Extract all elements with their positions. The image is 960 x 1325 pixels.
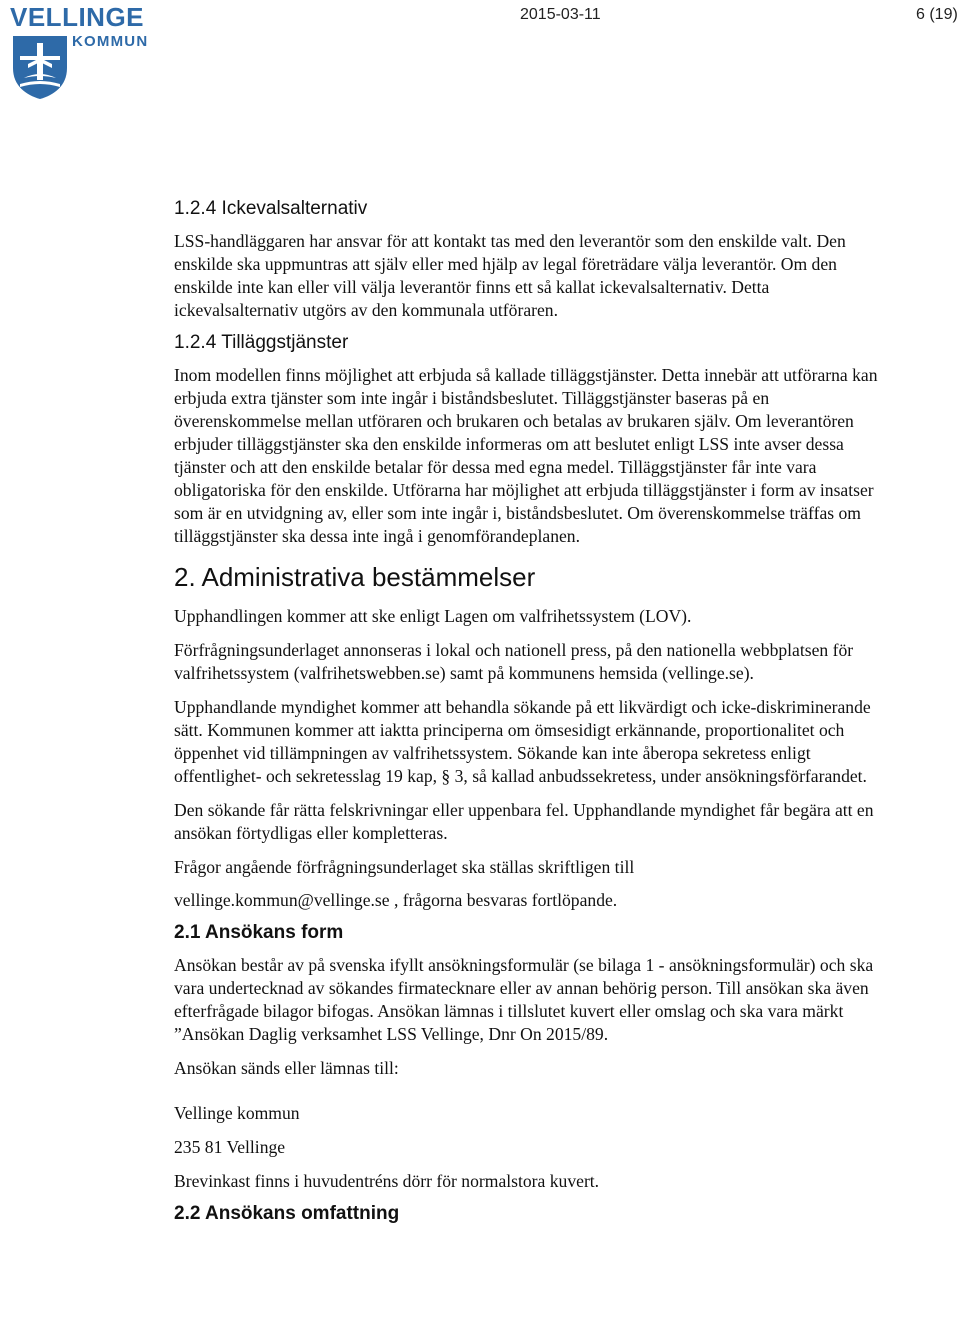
paragraph-rattelser: Den sökande får rätta felskrivningar eller uppenbara fel. Upphandlande myndighet får begära att en ansökan förtydligas eller kompletteras. — [174, 800, 874, 843]
vellinge-logo — [8, 2, 166, 100]
logo-sub: KOMMUN — [72, 33, 149, 50]
paragraph-likvardig-behandling: Upphandlande myndighet kommer att behandla sökande på ett likvärdigt och icke-diskriminerande sätt. Kommunen kommer att iaktta principerna om ömsesidigt erkännande, proportionalitet och öppenhet vid tillämpningen av valfrihetssystem. Sökande kan inte åberopa sekretess enligt offentlighet- och sekretesslag 19 kap, § 3, så kallad anbudssekretess, under ansökningsförfarandet. — [174, 697, 871, 786]
heading-administrativa-bestammelser: 2. Administrativa bestämmelser — [174, 562, 536, 592]
paragraph-ansokan: Ansökan består av på svenska ifyllt ansökningsformulär (se bilaga 1 - ansökningsformulär) och ska vara undertecknad av sökandes firmatecknare eller av annan behörig person. Till ansökan ska även efterfrågade bilagor bifogas. Ansökan lämnas i tillslutet kuvert eller omslag och ska vara märkt ”Ansökan Daglig verksamhet LSS Vellinge, Dnr On 2015/89. — [174, 955, 874, 1044]
document-body — [174, 198, 894, 1225]
heading-tillaggstjanster: 1.2.4 Tilläggstjänster — [174, 332, 349, 353]
coat-of-arms-icon — [10, 34, 70, 100]
document-date: 2015-03-11 — [520, 6, 601, 23]
paragraph-brevinkast: Brevinkast finns i huvudentréns dörr för normalstora kuvert. — [174, 1171, 600, 1191]
paragraph-sands-till: Ansökan sänds eller lämnas till: — [174, 1058, 399, 1078]
heading-ansokans-omfattning: 2.2 Ansökans omfattning — [174, 1203, 400, 1224]
paragraph-ickeval: LSS-handläggaren har ansvar för att kontakt tas med den leverantör som den enskilde valt. Den enskilde ska uppmuntras att själv eller med hjälp av legal företrädare välja leverantör. Om den enskilde inte kan eller vill välja leverantör finns ett så kallat ickevalsalternativ. Detta ickevalsalternativ utgörs av den kommunala utföraren. — [174, 231, 846, 320]
page-number: 6 (19) — [916, 6, 958, 23]
paragraph-fragor: Frågor angående förfrågningsunderlaget ska ställas skriftligen till — [174, 857, 635, 877]
heading-ansokans-form: 2.1 Ansökans form — [174, 922, 344, 943]
paragraph-tillaggstjanster: Inom modellen finns möjlighet att erbjuda så kallade tilläggstjänster. Detta innebär att utförarna kan erbjuda extra tjänster som inte ingår i biståndsbeslutet. Tilläggstjänster baseras på en överenskommelse mellan utföraren och brukaren och betalas av brukaren själv. Om leverantören erbjuder tilläggstjänster ska den enskilde informeras om att beslutet enligt LSS inte avser dessa tjänster och att den enskilde betalar för dessa med egna medel. Tilläggstjänster får inte vara obligatoriska för den enskilde. Utförarna har möjlighet att erbjuda tilläggstjänster i form av insatser som är en utvidgning av, eller som inte ingår i, biståndsbeslutet. Om överenskommelse träffas om tilläggstjänster ska dessa inte ingå i genomförandeplanen. — [174, 365, 878, 546]
contact-email: vellinge.kommun@vellinge.se , frågorna besvaras fortlöpande. — [174, 890, 618, 910]
paragraph-annonsering: Förfrågningsunderlaget annonseras i lokal och nationell press, på den nationella webbplatsen för valfrihetssystem (valfrihetswebben.se) samt på kommunens hemsida (vellinge.se). — [174, 640, 854, 683]
paragraph-lov: Upphandlingen kommer att ske enligt Lagen om valfrihetssystem (LOV). — [174, 606, 692, 626]
heading-ickevalsalternativ: 1.2.4 Ickevalsalternativ — [174, 198, 368, 219]
logo-name: VELLINGE — [10, 2, 145, 32]
address-line-1: Vellinge kommun — [174, 1103, 300, 1123]
address-line-2: 235 81 Vellinge — [174, 1137, 286, 1157]
